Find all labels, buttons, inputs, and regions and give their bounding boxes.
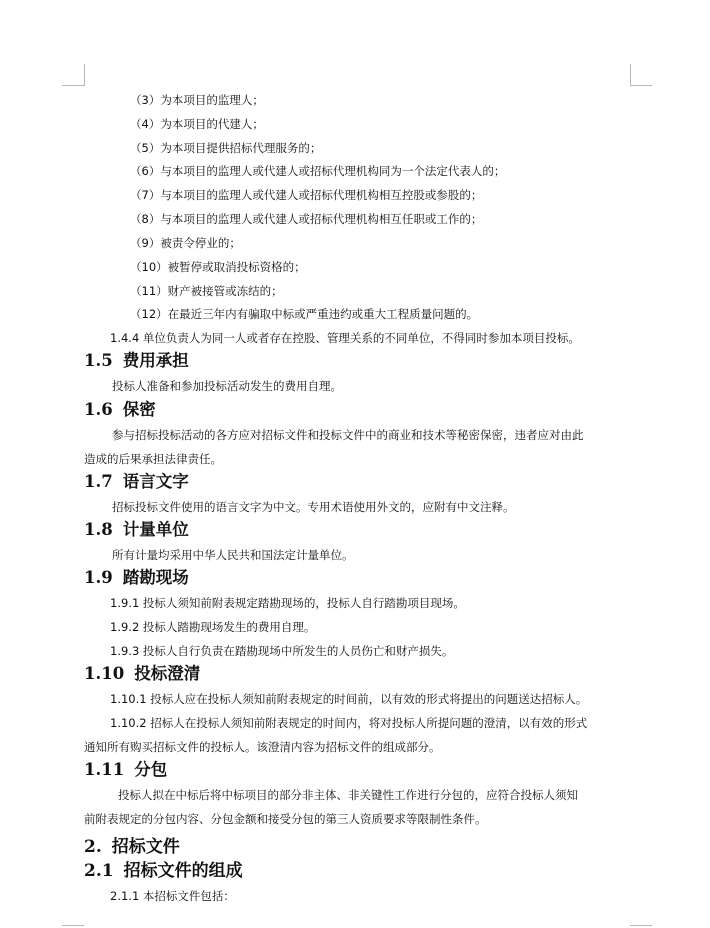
clause-1-9-3: 1.9.3 投标人自行负责在踏勘现场中所发生的人员伤亡和财产损失。: [110, 644, 454, 658]
list-item: （4）为本项目的代建人；: [130, 117, 264, 131]
paragraph: 通知所有购买招标文件的投标人。该澄清内容为招标文件的组成部分。: [84, 740, 441, 754]
heading-number: 1.7: [84, 472, 113, 491]
heading-1-6: [84, 399, 156, 421]
heading-title: 计量单位: [122, 520, 189, 539]
crop-mark-top-right-h: [630, 85, 652, 86]
heading-title: 招标文件的组成: [123, 861, 243, 881]
list-item: （12）在最近三年内有骗取中标或严重违约或重大工程质量问题的。: [130, 307, 479, 321]
clause-1-10-2: 1.10.2 招标人在投标人须知前附表规定的时间内，将对投标人所提问题的澄清，以有效的形式: [110, 716, 588, 730]
paragraph: 招标投标文件使用的语言文字为中文。专用术语使用外文的，应附有中文注释。: [112, 500, 515, 514]
list-item: （8）与本项目的监理人或代建人或招标代理机构相互任职或工作的；: [130, 212, 483, 226]
heading-1-10: [84, 663, 200, 685]
list-item: （5）为本项目提供招标代理服务的；: [130, 141, 322, 155]
paragraph: 参与招标投标活动的各方应对招标文件和投标文件中的商业和技术等秘密保密，违者应对由此: [112, 428, 584, 442]
crop-mark-top-right-v: [630, 64, 631, 86]
paragraph: 前附表规定的分包内容、分包金额和接受分包的第三人资质要求等限制性条件。: [84, 812, 487, 826]
list-item: （3）为本项目的监理人；: [130, 93, 264, 107]
list-item: （7）与本项目的监理人或代建人或招标代理机构相互控股或参股的；: [130, 188, 483, 202]
heading-1-7: [84, 471, 189, 493]
heading-title: 招标文件: [111, 837, 180, 857]
list-item: （9）被责令停业的；: [130, 236, 241, 250]
heading-number: 1.8: [84, 520, 113, 539]
heading-title: 保密: [122, 400, 156, 419]
heading-2-1: [84, 860, 243, 882]
list-item: （11）财产被接管或冻结的；: [130, 284, 283, 298]
crop-mark-top-left-v: [84, 64, 85, 86]
list-item: （6）与本项目的监理人或代建人或招标代理机构同为一个法定代表人的；: [130, 164, 506, 178]
crop-mark-bottom-right-h: [630, 925, 652, 926]
heading-number: 1.10: [84, 664, 125, 683]
heading-number: 1.6: [84, 400, 113, 419]
heading-number: 1.11: [84, 760, 125, 779]
clause-1-10-1: 1.10.1 投标人应在投标人须知前附表规定的时间前，以有效的形式将提出的问题送达招标人。: [110, 692, 588, 706]
crop-mark-bottom-left-h: [62, 925, 84, 926]
heading-number: 1.9: [84, 568, 113, 587]
crop-mark-top-left-h: [62, 85, 84, 86]
clause-1-4-4: 1.4.4 单位负责人为同一人或者存在控股、管理关系的不同单位，不得同时参加本项目投标。: [110, 331, 580, 345]
heading-title: 语言文字: [122, 472, 189, 491]
heading-1-5: [84, 350, 189, 372]
clause-1-9-2: 1.9.2 投标人踏勘现场发生的费用自理。: [110, 620, 316, 634]
heading-number: 2.1: [84, 861, 114, 881]
heading-title: 费用承担: [122, 351, 189, 370]
heading-1-8: [84, 519, 189, 541]
heading-number: 1.5: [84, 351, 113, 370]
list-item: （10）被暂停或取消投标资格的；: [130, 260, 306, 274]
clause-1-9-1: 1.9.1 投标人须知前附表规定踏勘现场的，投标人自行踏勘项目现场。: [110, 596, 465, 610]
paragraph: 造成的后果承担法律责任。: [84, 452, 222, 466]
heading-title: 踏勘现场: [122, 568, 189, 587]
paragraph: 投标人拟在中标后将中标项目的部分非主体、非关键性工作进行分包的，应符合投标人须知: [118, 788, 578, 802]
heading-1-11: [84, 759, 167, 781]
clause-2-1-1: 2.1.1 本招标文件包括：: [110, 889, 235, 903]
paragraph: 所有计量均采用中华人民共和国法定计量单位。: [112, 548, 354, 562]
heading-1-9: [84, 567, 189, 589]
heading-title: 分包: [134, 760, 168, 779]
heading-number: 2.: [84, 837, 102, 857]
heading-title: 投标澄清: [134, 664, 201, 683]
heading-2: [84, 836, 180, 858]
paragraph: 投标人准备和参加投标活动发生的费用自理。: [112, 379, 342, 393]
